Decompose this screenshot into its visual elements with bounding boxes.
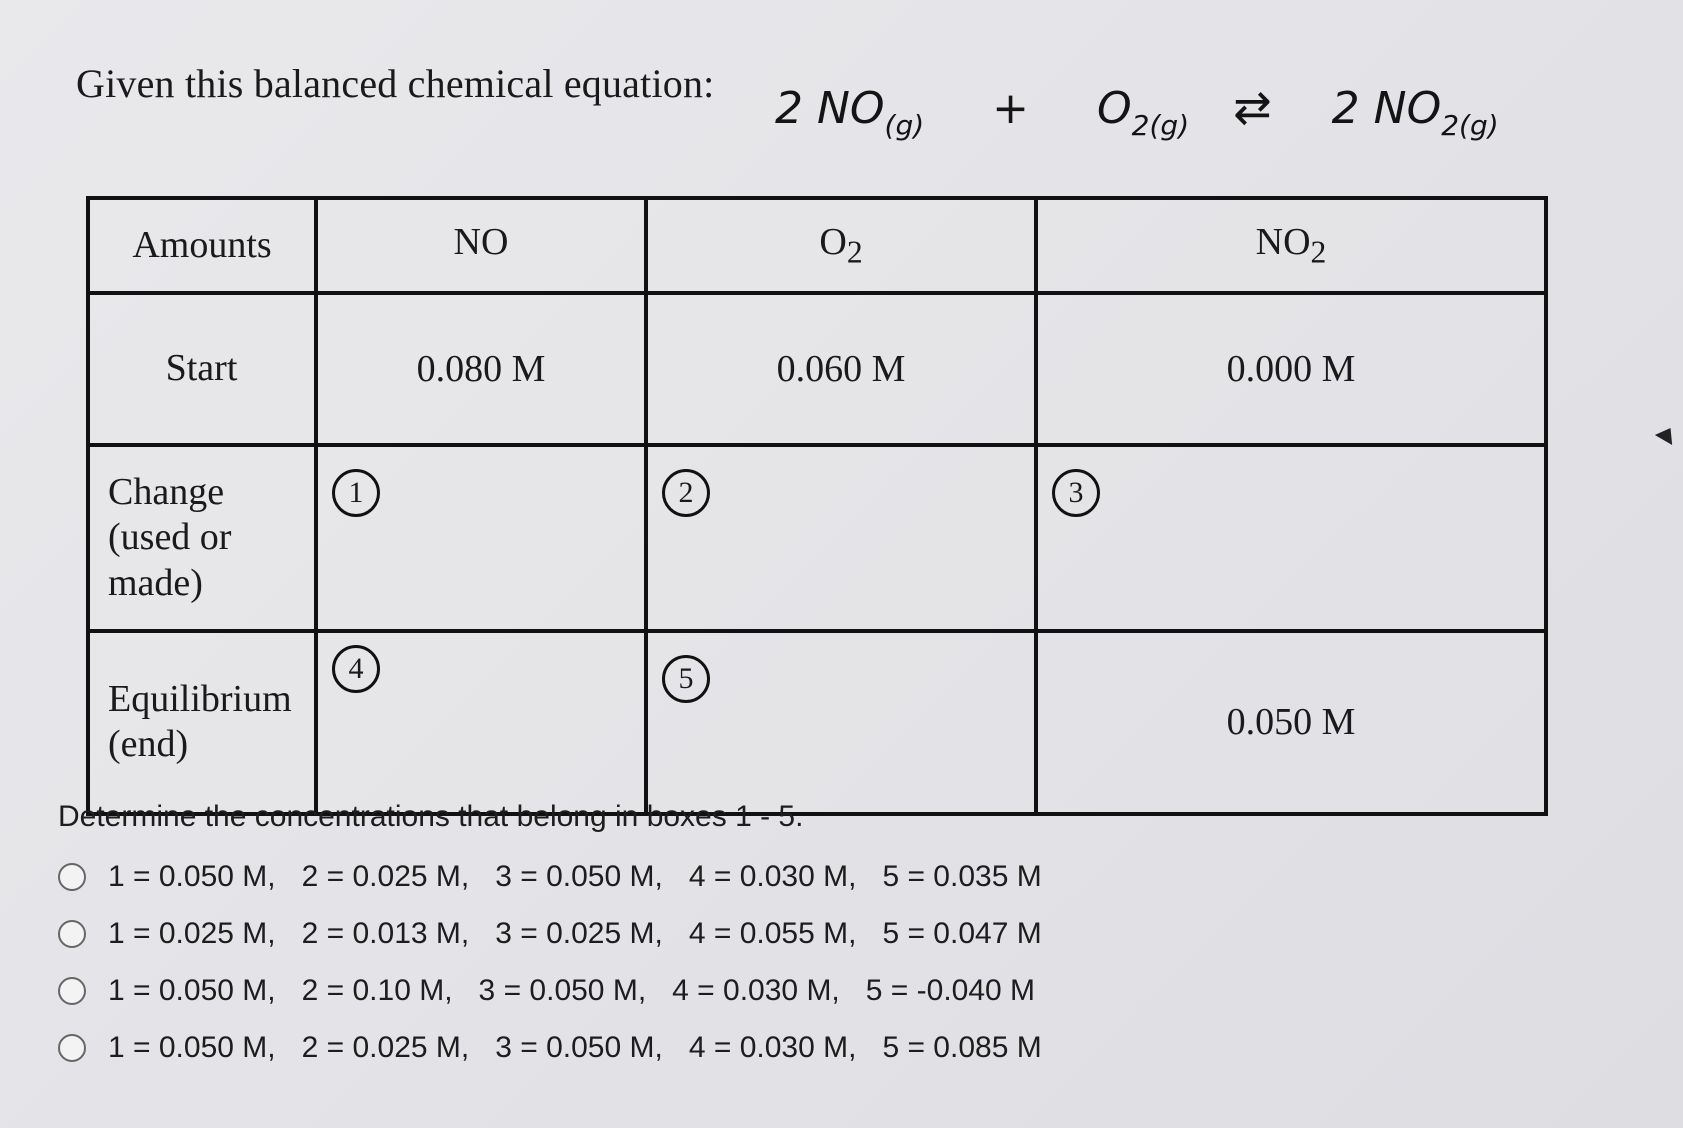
question-text: Determine the concentrations that belong in boxes 1 - 5. [58,800,804,833]
header-no2: $NO_2$ [1036,198,1546,293]
row-label-change: Change (used or made) [88,445,316,630]
reactant-o2-sub: 2 [1131,109,1150,142]
radio-button[interactable] [58,920,86,948]
reactant-no-state: (g) [884,109,925,142]
cell-eq-no2: 0.050 M [1036,631,1546,814]
box-number-5: 5 [662,655,710,703]
radio-button[interactable] [58,1034,86,1062]
row-label-start: Start [88,293,316,445]
answer-option-4[interactable]: 1 = 0.050 M, 2 = 0.025 M, 3 = 0.050 M, 4 = 0.030 M, 5 = 0.085 M [58,1019,1068,1076]
table-row [88,293,1546,445]
answer-option-3[interactable]: 1 = 0.050 M, 2 = 0.10 M, 3 = 0.050 M, 4 = 0.030 M, 5 = -0.040 M [58,962,1068,1019]
reactant-o2-state: (g) [1149,109,1190,142]
reactant-no: 2 NO [775,83,885,134]
box-number-2: 2 [662,469,710,517]
radio-button[interactable] [58,863,86,891]
cell-eq-o2 [646,631,1036,814]
product-no2-sub: 2 [1441,109,1460,142]
header-o2: $O_2$ [646,198,1036,293]
mouse-cursor-icon [1655,423,1679,445]
table-row [88,445,1546,630]
ice-table [86,196,1548,816]
box-number-4: 4 [332,645,380,693]
cell-change-o2 [646,445,1036,630]
box-number-1: 1 [332,469,380,517]
plus-sign: + [992,83,1030,134]
cell-change-no [316,445,646,630]
table-header-row [88,198,1546,293]
product-no2: 2 NO [1331,83,1442,134]
cell-start-no: 0.080 M [316,293,646,445]
reactant-o2: O [1097,83,1132,134]
table-row [88,631,1546,814]
cell-eq-no [316,631,646,814]
product-no2-state: (g) [1459,109,1499,142]
prompt-text: Given this balanced chemical equation: [76,61,715,106]
answer-option-1[interactable]: 1 = 0.050 M, 2 = 0.025 M, 3 = 0.050 M, 4 = 0.030 M, 5 = 0.035 M [58,848,1068,905]
cell-start-o2: 0.060 M [646,293,1036,445]
answer-options [58,848,1068,1076]
equilibrium-arrow-icon: ⇄ [1233,80,1272,134]
chemical-equation [775,80,1499,142]
cell-start-no2: 0.000 M [1036,293,1546,445]
cell-change-no2 [1036,445,1546,630]
box-number-3: 3 [1052,469,1100,517]
radio-button[interactable] [58,977,86,1005]
header-amounts: Amounts [88,198,316,293]
header-no: NO [316,198,646,293]
answer-option-2[interactable]: 1 = 0.025 M, 2 = 0.013 M, 3 = 0.025 M, 4 = 0.055 M, 5 = 0.047 M [58,905,1068,962]
row-label-equilibrium: Equilibrium (end) [88,631,316,814]
